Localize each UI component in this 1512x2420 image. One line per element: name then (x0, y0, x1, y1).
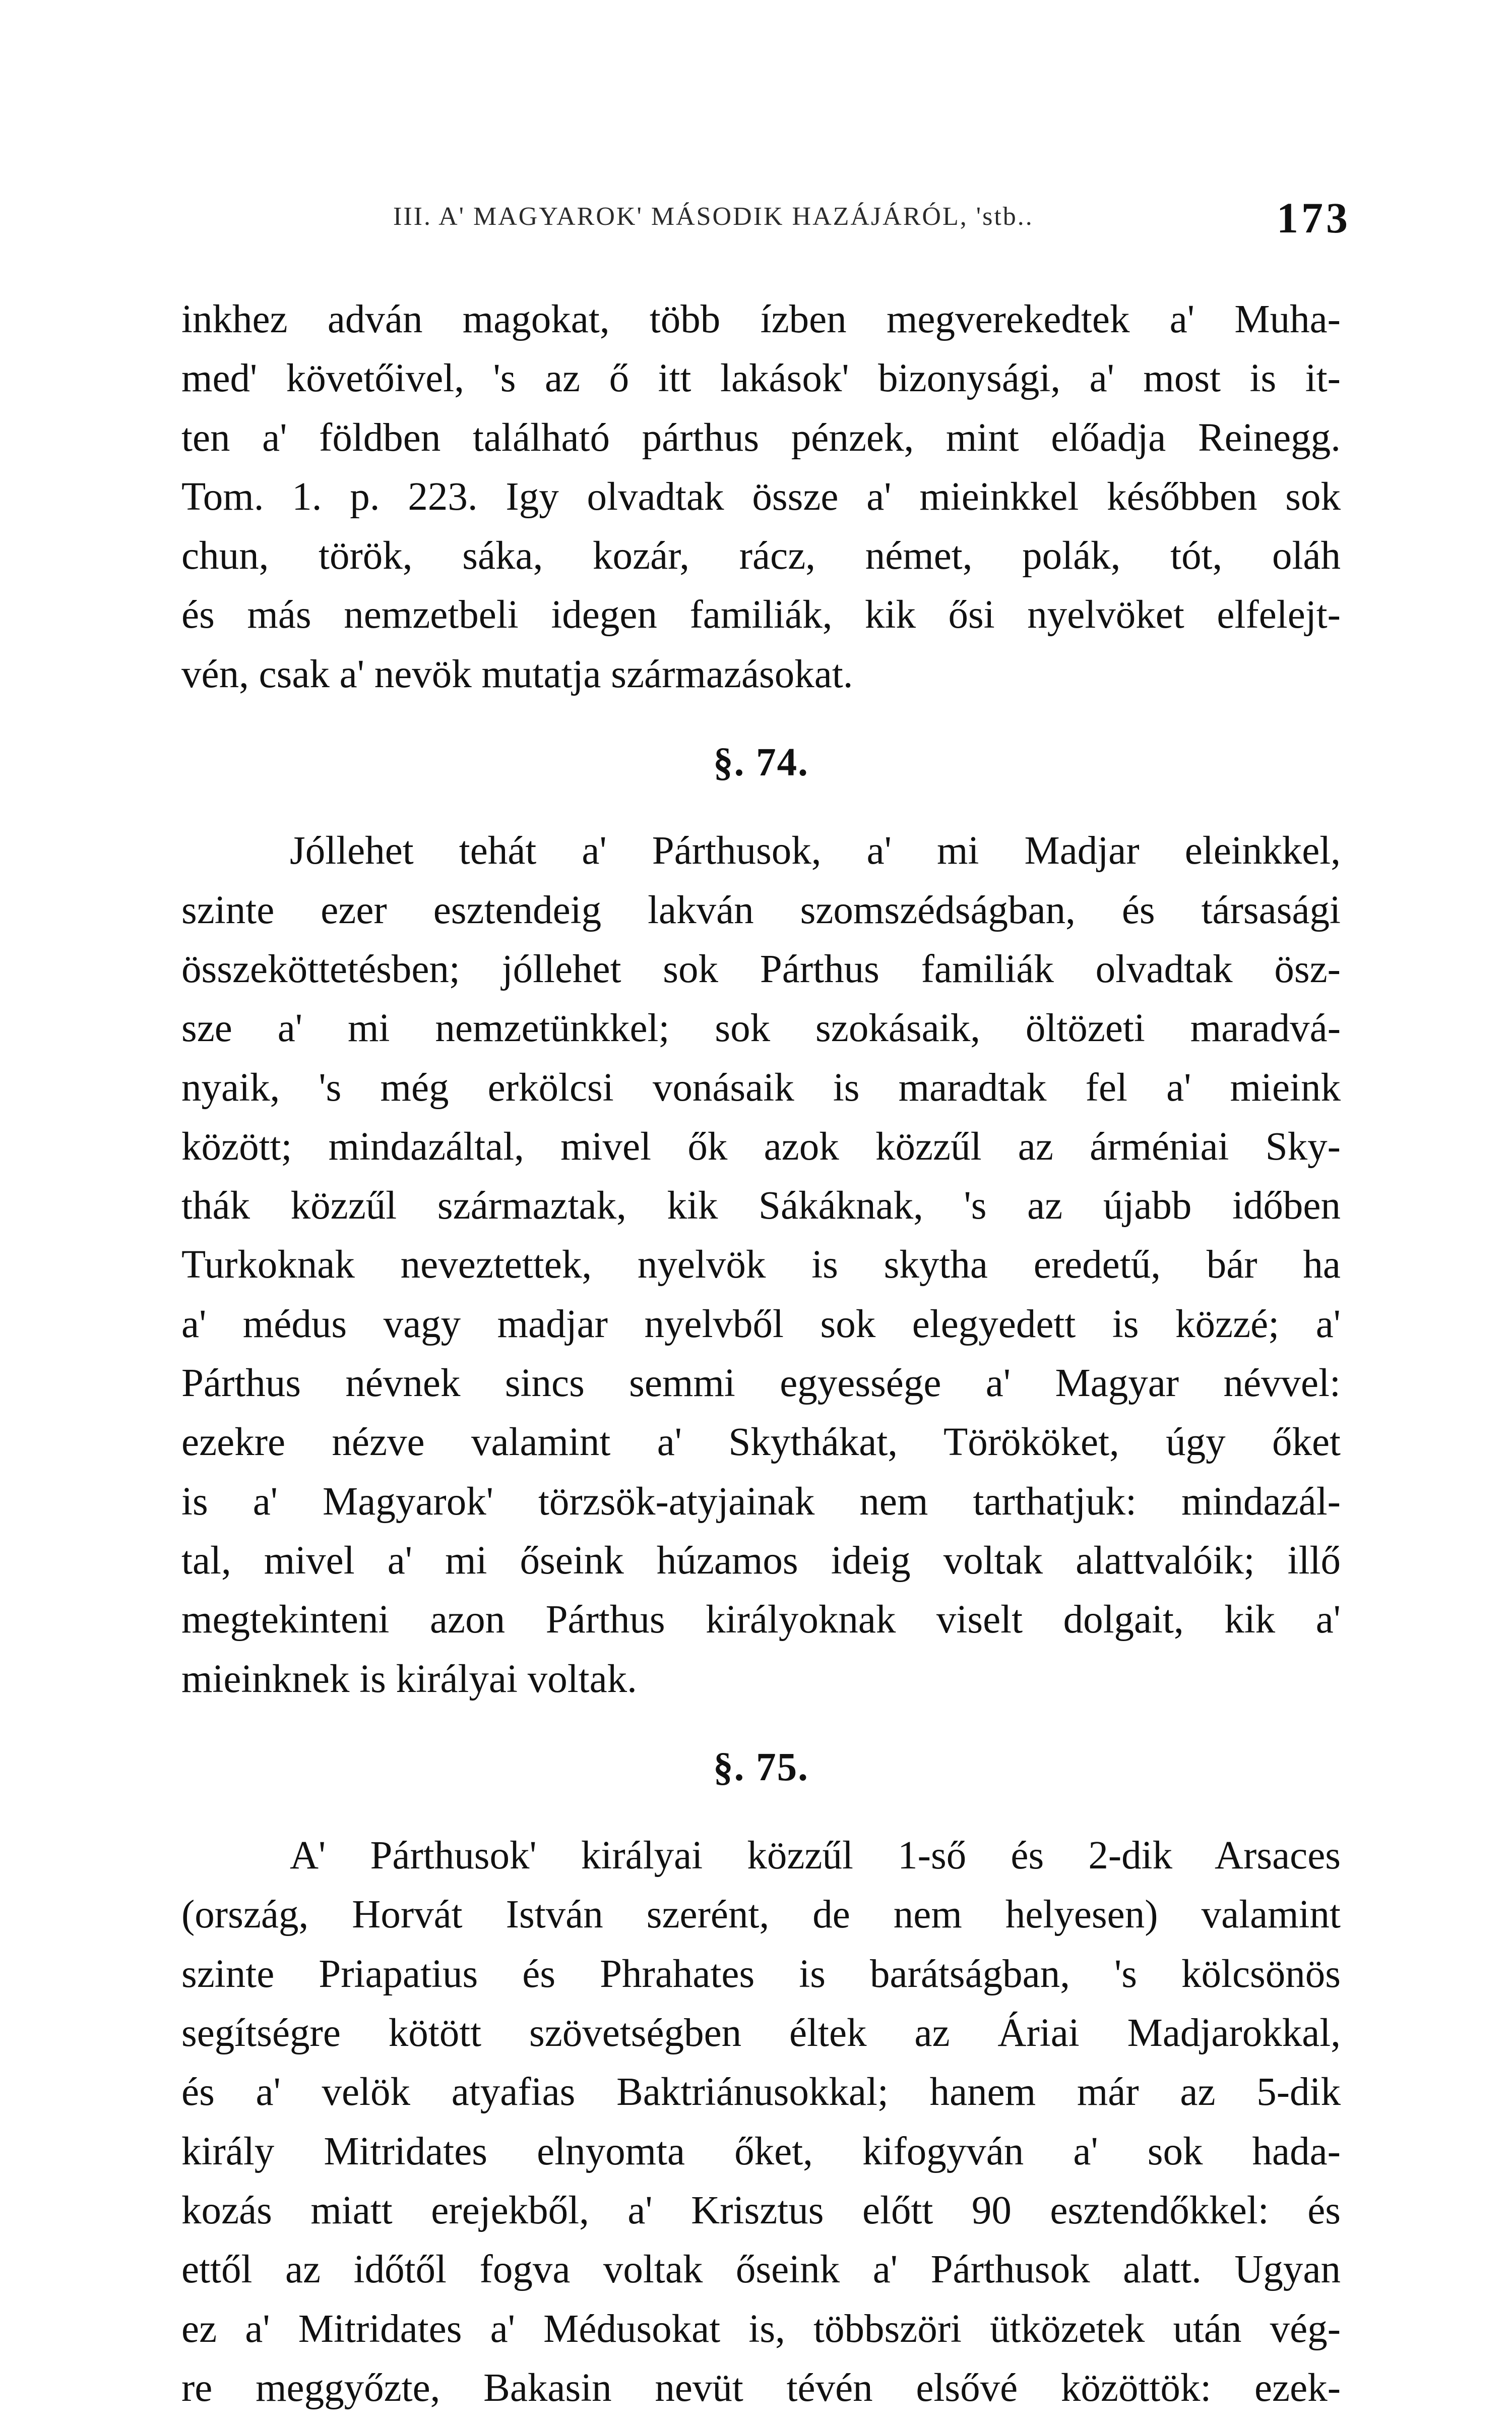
text-line: megtekinteni azon Párthus királyoknak viselt dolgait, kik a' (181, 1598, 1341, 1642)
text-line: ezekre nézve valamint a' Skythákat, Törököket, úgy őket (181, 1420, 1341, 1465)
text-line: tal, mivel a' mi őseink húzamos ideig voltak alattvalóik; illő (181, 1538, 1341, 1583)
paragraph-section-74 (181, 821, 1341, 1708)
running-head (393, 193, 1351, 248)
text-line: ez a' Mitridates a' Médusokat is, többszöri ütközetek után vég- (181, 2307, 1341, 2351)
text-line: vén, csak a' nevök mutatja származásokat. (181, 652, 853, 696)
text-line: király Mitridates elnyomta őket, kifogyván a' sok hada- (181, 2129, 1341, 2173)
text-line: ten a' földben található párthus pénzek, mint előadja Reinegg. (181, 415, 1341, 460)
text-line: (ország, Horvát István szerént, de nem helyesen) valamint (181, 1893, 1341, 1937)
text-line: ettől az időtől fogva voltak őseink a' Párthusok alatt. Ugyan (181, 2248, 1341, 2292)
text-line: med' követőivel, 's az ő itt lakások' bizonysági, a' most is it- (181, 356, 1341, 401)
text-line: mieinknek is királyai voltak. (181, 1657, 637, 1701)
text-line: thák közzűl származtak, kik Sákáknak, 's az újabb időben (181, 1184, 1341, 1228)
text-line: segítségre kötött szövetségben éltek az Áriai Madjarokkal, (181, 2011, 1341, 2055)
paragraph-section-75 (181, 1826, 1341, 2417)
paragraph-continuation (181, 290, 1341, 704)
text-line: és a' velök atyafias Baktriánusokkal; hanem már az 5-dik (181, 2070, 1341, 2114)
text-line: szinte Priapatius és Phrahates is barátságban, 's kölcsönös (181, 1952, 1341, 1996)
text-line: a' médus vagy madjar nyelvből sok elegyedett is közzé; a' (181, 1302, 1341, 1346)
body-text (181, 290, 1341, 2417)
section-heading-75: §. 75. (713, 1745, 809, 1789)
text-line: között; mindazáltal, mivel ők azok közzűl az árméniai Sky- (181, 1124, 1341, 1169)
text-line: nyaik, 's még erkölcsi vonásaik is maradtak fel a' mieink (181, 1065, 1341, 1110)
text-line: és más nemzetbeli idegen familiák, kik ősi nyelvöket elfelejt- (181, 593, 1341, 637)
text-line: inkhez adván magokat, több ízben megverekedtek a' Muha- (181, 297, 1341, 341)
text-line: is a' Magyarok' törzsök-atyjainak nem tarthatjuk: mindazál- (181, 1479, 1341, 1524)
text-line: sze a' mi nemzetünkkel; sok szokásaik, öltözeti maradvá- (181, 1006, 1341, 1051)
text-line: szinte ezer esztendeig lakván szomszédságban, és társasági (181, 888, 1341, 932)
text-line: kozás miatt erejekből, a' Krisztus előtt 90 esztendőkkel: és (181, 2188, 1341, 2232)
text-line: Turkoknak neveztettek, nyelvök is skytha eredetű, bár ha (181, 1243, 1341, 1287)
page-number: 173 (1277, 194, 1351, 242)
text-line: összeköttetésben; jóllehet sok Párthus familiák olvadtak ösz- (181, 947, 1341, 991)
running-title: III. A' MAGYAROK' MÁSODIK HAZÁJÁRÓL, 'stb.. (393, 202, 1034, 231)
text-line: chun, török, sáka, kozár, rácz, német, polák, tót, oláh (181, 534, 1341, 578)
section-heading-74: §. 74. (713, 741, 809, 785)
text-line: re meggyőzte, Bakasin nevüt tévén elsővé közöttök: ezek- (181, 2366, 1341, 2410)
text-line: Párthus névnek sincs semmi egyessége a' Magyar névvel: (181, 1361, 1341, 1406)
text-line: Tom. 1. p. 223. Igy olvadtak össze a' mieinkkel későbben sok (181, 474, 1341, 519)
text-line: A' Párthusok' királyai közzűl 1-ső és 2-dik Arsaces (290, 1834, 1341, 1878)
text-line: Jóllehet tehát a' Párthusok, a' mi Madjar eleinkkel, (290, 829, 1341, 873)
